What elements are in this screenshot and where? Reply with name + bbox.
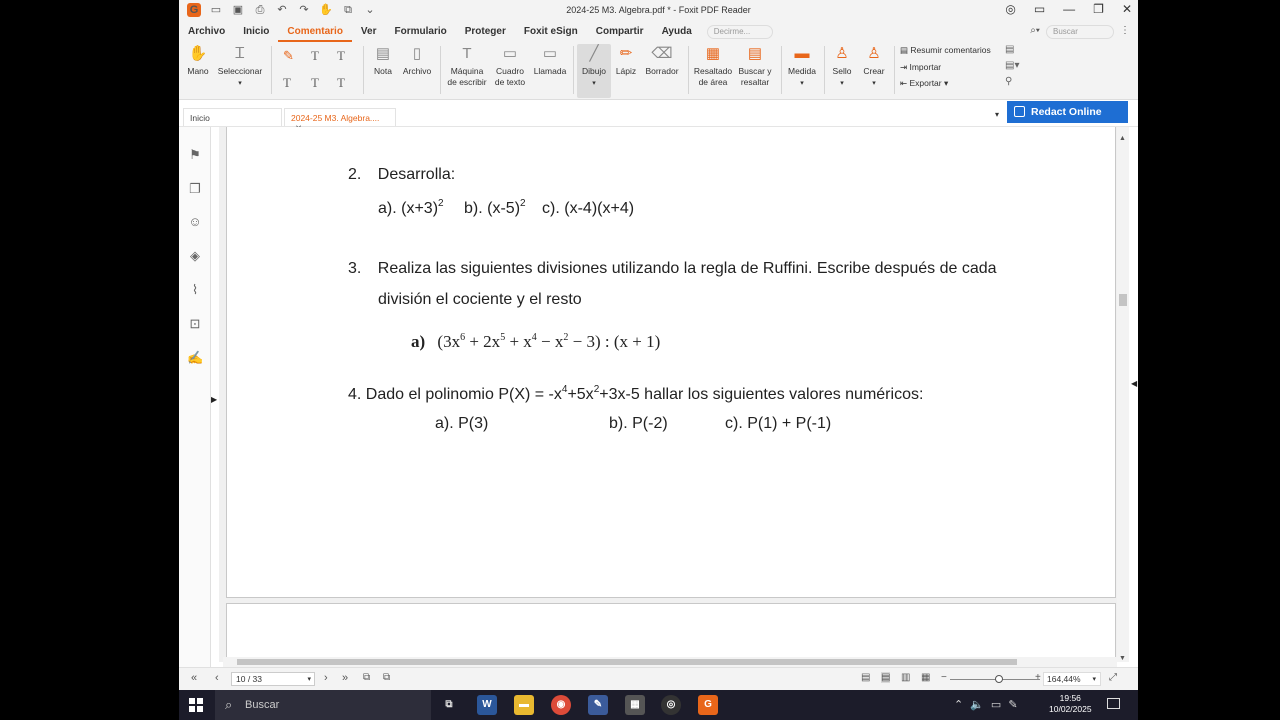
- underline-icon[interactable]: T: [311, 48, 319, 63]
- typewriter-icon: T: [462, 45, 472, 62]
- notification-icon[interactable]: [1107, 698, 1120, 709]
- single-page-icon[interactable]: ▤: [861, 672, 871, 683]
- start-windows-icon[interactable]: [189, 698, 203, 712]
- textbox-icon: ▭: [502, 45, 518, 62]
- security-icon[interactable]: ⊡: [189, 316, 201, 331]
- question-2-items: a). $(x+3)^2$ b). $(x-5)^2$ c). (x-4)(x+4): [378, 198, 635, 217]
- document-viewport: [219, 127, 1117, 662]
- volume-icon[interactable]: 🔈: [970, 699, 984, 711]
- find-options-icon[interactable]: ⌕▾: [1030, 25, 1040, 36]
- save-icon[interactable]: ▣: [232, 4, 244, 16]
- separator: [781, 46, 782, 94]
- chrome-icon[interactable]: ◉: [551, 695, 571, 715]
- separator: [824, 46, 825, 94]
- tab-document[interactable]: 2024-25 M3. Algebra....: [284, 108, 396, 126]
- create-button[interactable]: ♙ Crear ▾: [863, 45, 885, 87]
- customize-chevron-icon[interactable]: ⌄: [365, 4, 375, 16]
- callout-button[interactable]: ▭ Llamada: [533, 45, 567, 76]
- area-highlight-icon: ▦: [705, 45, 721, 62]
- windows-taskbar: [179, 690, 1138, 720]
- menu-formulario[interactable]: Formulario: [394, 26, 447, 37]
- horizontal-scroll-thumb[interactable]: [237, 659, 1017, 665]
- import-button[interactable]: ⇥ Importar: [900, 62, 942, 72]
- app-icon-dark[interactable]: ◎: [661, 695, 681, 715]
- undo-icon[interactable]: ↶: [277, 4, 287, 16]
- next-view-icon[interactable]: ⧉: [383, 672, 391, 683]
- hand-tool-button[interactable]: ✋ Mano: [187, 45, 209, 76]
- vertical-scroll-thumb[interactable]: [1119, 294, 1127, 306]
- area-highlight-button[interactable]: ▦ Resaltado de área: [693, 45, 733, 87]
- task-view-icon[interactable]: ⧉: [445, 699, 453, 710]
- first-page-icon[interactable]: «: [191, 672, 198, 684]
- scroll-up-icon[interactable]: ▲: [1119, 135, 1126, 142]
- menu-bar: [179, 22, 1138, 42]
- comment-options-icon[interactable]: ▤▾: [1005, 60, 1020, 71]
- fullscreen-icon[interactable]: ⤢: [1109, 672, 1117, 683]
- next-page-icon[interactable]: ›: [324, 672, 328, 684]
- hand-icon: ✋: [188, 45, 208, 62]
- foxit-logo-icon: G: [187, 3, 201, 17]
- extract-icon[interactable]: ⧉: [344, 4, 352, 16]
- pages-icon[interactable]: ❐: [189, 181, 201, 196]
- export-button[interactable]: ⇤ Exportar ▾: [900, 78, 949, 88]
- zoom-in-icon[interactable]: +: [1035, 672, 1041, 683]
- strikeout-icon[interactable]: T: [337, 48, 345, 63]
- menu-comentario[interactable]: Comentario: [278, 22, 352, 42]
- note-icon: ▤: [375, 45, 391, 62]
- status-bar: [179, 667, 1138, 690]
- app-icon-tools[interactable]: ✎: [588, 695, 608, 715]
- window-controls: [1005, 2, 1132, 16]
- file-attach-button[interactable]: ▯ Archivo: [402, 45, 432, 76]
- redo-icon[interactable]: ↷: [299, 4, 309, 16]
- eraser-button[interactable]: ⌫ Borrador: [645, 45, 679, 76]
- taskbar-search-box[interactable]: ⌕ Buscar: [215, 690, 431, 720]
- ruler-icon: ▬: [794, 45, 810, 62]
- squiggly-icon[interactable]: T: [283, 75, 291, 90]
- summarize-comments-button[interactable]: ▤ Resumir comentarios: [900, 45, 991, 55]
- expand-panel-arrow-icon[interactable]: ▶: [211, 395, 218, 404]
- stamp-icon: ♙: [835, 45, 849, 62]
- page-number-input[interactable]: 10 / 33 ▾: [231, 672, 315, 686]
- search-highlight-button[interactable]: ▤ Buscar y resaltar: [738, 45, 772, 87]
- menu-archivo[interactable]: Archivo: [188, 26, 226, 37]
- print-icon[interactable]: ⎙: [255, 4, 265, 16]
- comment-list-icon[interactable]: ▤: [1005, 44, 1015, 55]
- account-icon[interactable]: ◎: [1005, 2, 1016, 16]
- insert-text-icon[interactable]: T: [337, 75, 345, 90]
- select-tool-button[interactable]: Ꮖ Seleccionar ▾: [217, 45, 263, 87]
- redact-online-button[interactable]: Redact Online: [1007, 101, 1128, 123]
- search-highlight-icon: ▤: [747, 45, 763, 62]
- typewriter-button[interactable]: T Máquina de escribir: [447, 45, 487, 87]
- more-icon[interactable]: ⋮: [1120, 25, 1130, 36]
- open-icon[interactable]: ▭: [210, 4, 222, 16]
- horizontal-scrollbar[interactable]: [223, 657, 1117, 667]
- separator: [363, 46, 364, 94]
- scroll-down-icon[interactable]: ▼: [1119, 655, 1126, 662]
- separator: [894, 46, 895, 94]
- menu-compartir[interactable]: Compartir: [595, 26, 644, 37]
- question-3-heading: 3. Realiza las siguientes divisiones utilizando la regla de Ruffini. Escribe después de cada: [348, 260, 997, 277]
- menu-ver[interactable]: Ver: [360, 26, 377, 37]
- eraser-icon: ⌫: [651, 45, 673, 62]
- last-page-icon[interactable]: »: [342, 672, 349, 684]
- search-input[interactable]: Buscar: [1046, 25, 1114, 39]
- line-icon: ╱: [589, 45, 599, 62]
- zoom-slider-knob[interactable]: [995, 675, 1003, 683]
- restore-icon[interactable]: ❐: [1093, 2, 1104, 16]
- attachment-icon[interactable]: ⌇: [191, 282, 199, 297]
- word-app-icon[interactable]: W: [477, 695, 497, 715]
- drawing-button[interactable]: ╱ Dibujo ▾: [577, 44, 611, 98]
- menu-ayuda[interactable]: Ayuda: [661, 26, 692, 37]
- file-explorer-icon[interactable]: ▬: [514, 695, 534, 715]
- network-icon[interactable]: ▭: [990, 699, 1002, 711]
- menu-right: [1030, 25, 1130, 39]
- note-button[interactable]: ▤ Nota: [370, 44, 396, 77]
- vertical-scrollbar[interactable]: [1117, 127, 1129, 662]
- separator: [573, 46, 574, 94]
- redact-icon: [1014, 106, 1025, 117]
- zoom-out-icon[interactable]: −: [941, 672, 947, 683]
- pen-icon[interactable]: ✎: [1008, 699, 1018, 711]
- separator: [688, 46, 689, 94]
- foxit-taskbar-icon[interactable]: G: [698, 695, 718, 715]
- system-clock[interactable]: 19:56 10/02/2025: [1049, 693, 1092, 714]
- cover-facing-icon[interactable]: ▦: [921, 672, 931, 683]
- left-navigation-panel: [179, 127, 211, 667]
- question-3-line2: división el cociente y el resto: [378, 291, 582, 308]
- tray-chevron-icon[interactable]: ⌃: [954, 699, 964, 711]
- foxit-window: [179, 0, 1138, 720]
- question-2-heading: 2. Desarrolla:: [348, 166, 456, 183]
- title-bar: [179, 0, 1138, 22]
- previous-page-icon[interactable]: ‹: [215, 672, 219, 684]
- ribbon: [179, 42, 1138, 100]
- search-icon: ⌕: [225, 697, 233, 712]
- facing-icon[interactable]: ▥: [901, 672, 911, 683]
- separator: [271, 46, 272, 94]
- tell-me-input[interactable]: Decirme...: [707, 25, 773, 39]
- question-4-item-c: c). P(1) + P(-1): [725, 415, 832, 432]
- stamp-button[interactable]: ♙ Sello ▾: [832, 45, 852, 87]
- question-4-item-b: b). P(-2): [609, 415, 668, 432]
- document-tabs: [179, 105, 1138, 127]
- zoom-dropdown-icon[interactable]: ▾: [1092, 676, 1096, 683]
- continuous-icon[interactable]: ▤: [881, 672, 891, 683]
- measure-button[interactable]: ▬ Medida ▾: [788, 45, 816, 87]
- question-4-heading: 4. Dado el polinomio $P(X) = -x^4+5x^2+3x-5$ hallar los siguientes valores numéricos:: [348, 384, 924, 403]
- highlight-icon[interactable]: ✎: [283, 48, 294, 63]
- file-icon: ▯: [412, 45, 422, 62]
- callout-icon: ▭: [542, 45, 558, 62]
- replace-text-icon[interactable]: T: [311, 75, 319, 90]
- question-3-formula: a) $(3x^6 + 2x^5 + x^4 - x^2 - 3)$ : (x + 1): [411, 332, 661, 351]
- system-tray: [954, 698, 1018, 711]
- comments-icon[interactable]: ☺: [188, 214, 202, 229]
- calculator-icon[interactable]: ▦: [625, 695, 645, 715]
- menu-proteger[interactable]: Proteger: [464, 26, 506, 37]
- question-4-item-a: a). P(3): [435, 415, 489, 432]
- page-dropdown-icon[interactable]: ▾: [307, 676, 311, 683]
- signature-icon[interactable]: ✍: [187, 350, 204, 365]
- tab-list-chevron-icon[interactable]: ▾: [995, 110, 1000, 119]
- minimize-icon[interactable]: —: [1063, 2, 1076, 16]
- ribbon-toggle-icon[interactable]: ▭: [1033, 2, 1046, 16]
- menu-foxit-esign[interactable]: Foxit eSign: [523, 26, 578, 37]
- right-panel-arrow-icon[interactable]: ◀: [1131, 379, 1138, 388]
- close-icon[interactable]: ✕: [1121, 2, 1132, 16]
- select-text-icon: Ꮖ: [235, 45, 245, 62]
- tab-home[interactable]: Inicio: [183, 108, 282, 126]
- bookmark-icon[interactable]: ⚑: [189, 147, 201, 162]
- zoom-level-input[interactable]: 164,44% ▾: [1043, 672, 1101, 686]
- pdf-page: [226, 127, 1116, 598]
- hand-tool-icon[interactable]: ✋: [319, 4, 333, 16]
- layers-icon[interactable]: ◈: [190, 248, 200, 263]
- separator: [440, 46, 441, 94]
- window-title: 2024-25 M3. Algebra.pdf * - Foxit PDF Reader: [566, 5, 751, 15]
- create-stamp-icon: ♙: [867, 45, 881, 62]
- pencil-icon: ✏: [619, 45, 633, 62]
- pencil-button[interactable]: ✏ Lápiz: [615, 45, 637, 76]
- menu-inicio[interactable]: Inicio: [243, 26, 270, 37]
- textbox-button[interactable]: ▭ Cuadro de texto: [494, 45, 526, 87]
- pin-icon[interactable]: ⚲: [1005, 76, 1013, 87]
- previous-view-icon[interactable]: ⧉: [363, 672, 371, 683]
